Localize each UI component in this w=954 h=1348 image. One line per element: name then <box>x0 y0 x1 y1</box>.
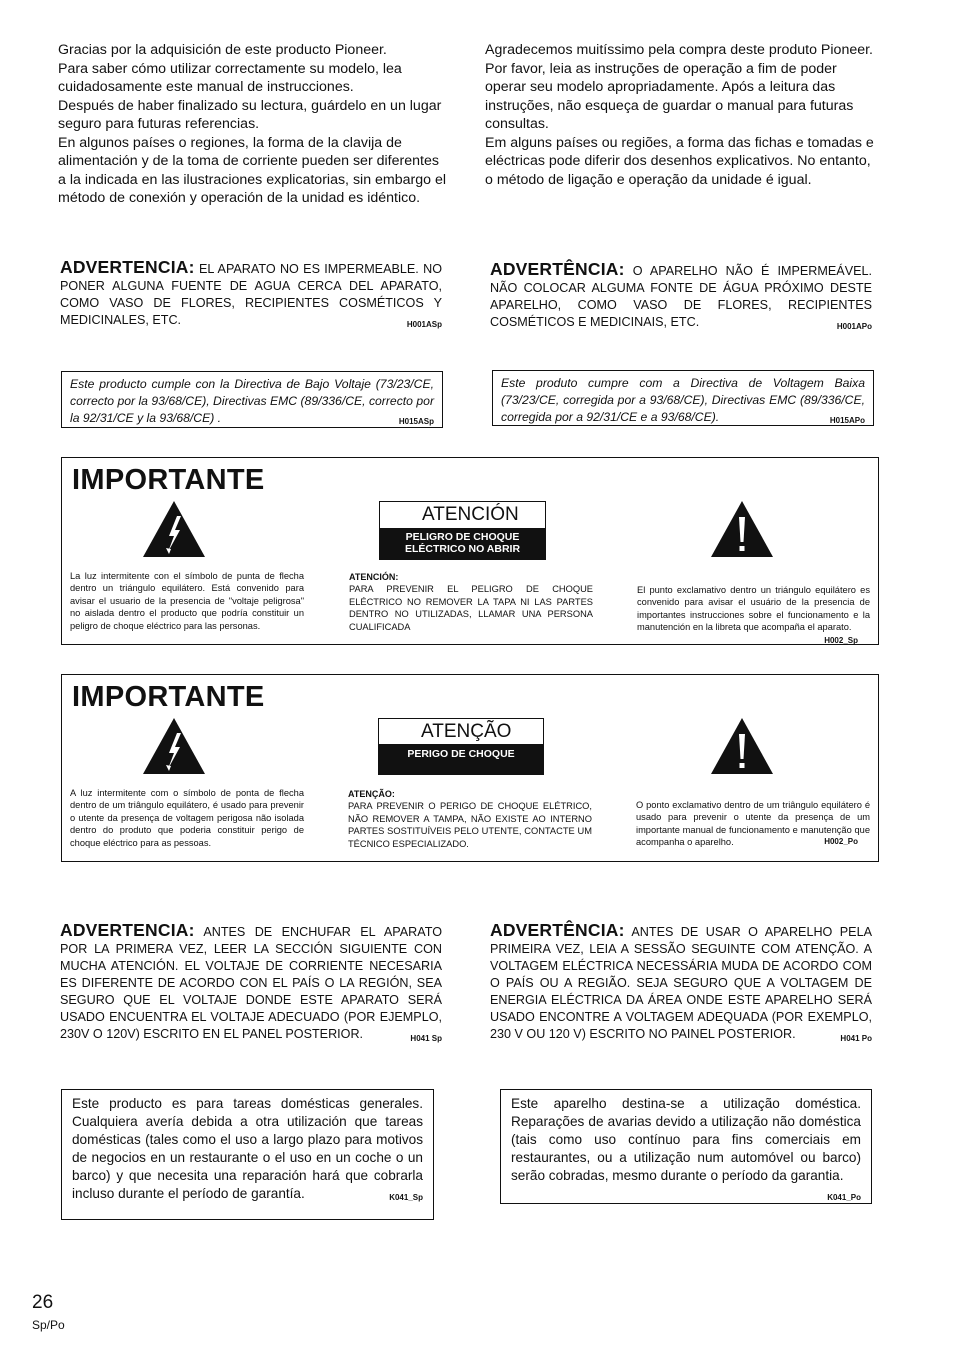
importante-es-panel <box>61 457 879 645</box>
importante-po-right-text: O ponto exclamativo dentro de um triângulo equilátero é usado para prevenir o utente da presença de um importante manual de funcionamento e manutenção que acompanha o aparelho. <box>636 800 870 848</box>
water-warning-es-text: EL APARATO NO ES IMPERMEABLE. NO PONER ALGUNA FUENTE DE AGUA CERCA DEL APARATO, COMO VASO DE FLORES, RECIPIENTES COSMÉTICOS Y MEDICINALES, ETC. <box>60 262 443 327</box>
caution-band-es-line1: PELIGRO DE CHOQUE <box>405 531 520 543</box>
caution-box-es-band <box>380 528 545 559</box>
voltage-warning-po-text: ANTES DE USAR O APARELHO PELA PRIMEIRA VEZ, LEIA A SESSÃO SEGUINTE COM ATENÇÃO. A VOLTAGEM ELÉCTRICA NECESSÁRIA MUDA DE ACORDO COM O PAÍS OU A REGIÃO. SEJA SEGURO QUE A VOLTAGEM DE ENERGIA ELÉCTRICA DA ÁREA ONDE ESTE APARELHO SERÁ USADO ENCONTRE A VOLTAGEM ADEQUADA (POR EXEMPLO, 230 V OU 120 V) ESCRITO NO PAINEL POSTERIOR. <box>490 925 872 1041</box>
ce-notice-es <box>61 371 443 428</box>
voltage-warning-es-text: ANTES DE ENCHUFAR EL APARATO POR LA PRIMERA VEZ, LEER LA SECCIÓN SIGUIENTE CON MUCHA ATENCIÓN. EL VOLTAJE DE CORRIENTE NECESARIA ES DIFERENTE DE ACORDO CON EL PAÍS O LA REGIÓN, SEA SEGURO QUE EL VOLTAJE DONDE ESTE APARATO SERÁ USADO ENCUENTRA EL VOLTAJE ADECUADO (POR EJEMPLO, 230V O 120V) ESCRITO EN EL PANEL POSTERIOR. <box>60 925 442 1041</box>
voltage-warning-es-code: H041 Sp <box>410 1034 442 1043</box>
importante-es-title: IMPORTANTE <box>72 464 265 496</box>
domestic-notice-es-code: K041_Sp <box>389 1193 423 1202</box>
voltage-warning-es <box>60 922 442 1047</box>
importante-po-right <box>636 799 870 849</box>
domestic-notice-po-text: Este aparelho destina-se a utilização doméstica. Reparações de avarias devido a utilização não doméstica (tais como uso contínuo para fins comerciais em restaurantes, ou a utilização num automóvel ou barco) serão cobradas, mesmo durante o período da garantia. <box>511 1096 861 1183</box>
water-warning-po-title: ADVERTÊNCIA: <box>490 259 625 279</box>
importante-es-center <box>349 571 593 633</box>
intro-po-p3: Em alguns países ou regiões, a forma das fichas e tomadas e eléctricas pode diferir dos desenhos explicativos. No entanto, o método de ligação e operação da unidade é igual. <box>485 134 874 188</box>
intro-es-p2: Para saber cómo utilizar correctamente su modelo, lea cuidadosamente este manual de instrucciones. <box>58 60 402 95</box>
domestic-notice-es <box>61 1089 434 1220</box>
voltage-warning-po <box>490 922 872 1047</box>
water-warning-po <box>490 261 872 335</box>
lightning-warning-icon <box>142 717 206 775</box>
water-warning-po-code: H001APo <box>836 322 872 331</box>
domestic-notice-po-code: K041_Po <box>827 1193 861 1202</box>
intro-po-p1: Agradecemos muitíssimo pela compra deste produto Pioneer. <box>485 42 873 58</box>
importante-po-center <box>348 788 592 850</box>
intro-es-p3: Después de haber finalizado su lectura, guárdelo en un lugar seguro para futuras referencias. <box>58 97 442 132</box>
caution-box-es-head: ATENCIÓN <box>422 504 519 525</box>
importante-po-center-text: PARA PREVENIR O PERIGO DE CHOQUE ELÉTRICO, NÃO REMOVER A TAMPA, NÃO EXISTE AO INTERNO PARTES SOSTITUÍVEIS PELO UTENTE, CONTACTE UM TÉCNICO ESPECIALIZADO. <box>348 801 592 849</box>
ce-notice-es-code: H015ASp <box>398 417 434 426</box>
importante-po-center-label: ATENÇÃO: <box>348 789 395 799</box>
caution-box-po <box>378 718 544 775</box>
importante-po-code: H002_Po <box>824 837 858 847</box>
importante-es-center-text: PARA PREVENIR EL PELIGRO DE CHOQUE ELÉCTRICO NO REMOVER LA TAPA NI LAS PARTES DENTRO NO UTILIZADAS, LLAMAR UNA PERSONA CUALIFICADA <box>349 584 593 632</box>
caution-box-po-head: ATENÇÃO <box>421 721 512 742</box>
caution-box-po-band <box>379 744 543 774</box>
water-warning-es-code: H001ASp <box>406 320 442 329</box>
domestic-notice-es-text: Este producto es para tareas domésticas generales. Cualquiera avería debida a otra utilización que tareas domésticas (tales como el uso a largo plazo para motivos de negocios en un restaurante o el uso en un coche o un barco) y que necesita una reparación hará que cobrarla incluso durante el período de garantía. <box>72 1096 423 1201</box>
intro-po-p2: Por favor, leia as instruções de operação a fim de poder operar seu modelo apropriadamente. Após a leitura das instruções, não esqueça de guardar o manual para futuras consultas. <box>485 60 854 132</box>
importante-es-right-text: El punto exclamativo dentro un triángulo equilátero es convenido para avisar el usuário de la presencia de importantes instrucciones sobre el funcionamento e la manutención en la libreta que acompaña el aparato. <box>637 585 870 633</box>
importante-es-right <box>637 584 870 647</box>
voltage-warning-es-title: ADVERTENCIA: <box>60 920 195 940</box>
caution-band-po-line1: PERIGO DE CHOQUE <box>407 748 515 760</box>
voltage-warning-po-title: ADVERTÊNCIA: <box>490 920 625 940</box>
exclamation-warning-icon <box>710 500 774 558</box>
caution-band-es-line2: ELÉCTRICO NO ABRIR <box>404 542 521 555</box>
page-language-code: Sp/Po <box>32 1318 65 1332</box>
importante-po-left-text: A luz intermitente com o símbolo de ponta de flecha dentro de um triângulo equilátero, é usado para prevenir o utente da presença de voltagem perigosa não isolada dentro do produto que poderia constituir perigo de choque eléctrico para as pessoas. <box>70 788 304 848</box>
importante-es-left-text: La luz intermitente con el símbolo de punta de flecha dentro un triángulo equilátero. Está convenido para avisar el usuario de la presencia de "voltaje peligrosa" no aislada dentro el producto que podría constituir un peligro de choque eléctrico para las personas. <box>70 571 304 631</box>
caution-box-es <box>379 501 546 560</box>
water-warning-es <box>60 259 442 333</box>
water-warning-po-text: O APARELHO NÃO É IMPERMEÁVEL. NÃO COLOCAR ALGUMA FONTE DE ÁGUA PRÓXIMO DESTE APARELHO, COMO VASO DE FLORES, RECIPIENTES COSMÉTICOS E MEDICINAIS, ETC. <box>490 264 872 329</box>
lightning-warning-icon <box>142 500 206 558</box>
importante-es-code: H002_Sp <box>824 635 858 645</box>
ce-notice-es-text: Este producto cumple con la Directiva de Bajo Voltaje (73/23/CE, correcto por la 93/68/CE), Directivas EMC (89/336/CE, correcto por la 92/31/CE y la 93/68/CE) . <box>70 377 434 425</box>
importante-po-panel <box>61 674 879 862</box>
ce-notice-po-code: H015APo <box>829 416 865 425</box>
importante-es-center-label: ATENCIÓN: <box>349 572 399 582</box>
voltage-warning-po-code: H041 Po <box>840 1034 872 1043</box>
page-number: 26 <box>32 1292 54 1313</box>
importante-po-title: IMPORTANTE <box>72 681 265 713</box>
ce-notice-po-text: Este produto cumpre com a Directiva de Voltagem Baixa (73/23/CE, corregida por a 93/68/CE), Directivas EMC (89/336/CE, corregida por a 92/31/CE e a 93/68/CE). <box>501 376 865 424</box>
exclamation-warning-icon <box>710 717 774 775</box>
intro-po <box>485 41 877 189</box>
water-warning-es-title: ADVERTENCIA: <box>60 257 195 277</box>
intro-es-p1: Gracias por la adquisición de este producto Pioneer. <box>58 42 387 58</box>
domestic-notice-po <box>500 1089 872 1204</box>
intro-es-p4: En algunos países o regiones, la forma de la clavija de alimentación y de la toma de corriente pueden ser diferentes a la indicada en las ilustraciones explicatorias, sin embargo el método de conexión y operación de la unidad es idéntico. <box>58 134 447 206</box>
ce-notice-po <box>492 370 874 426</box>
intro-es <box>58 41 446 208</box>
